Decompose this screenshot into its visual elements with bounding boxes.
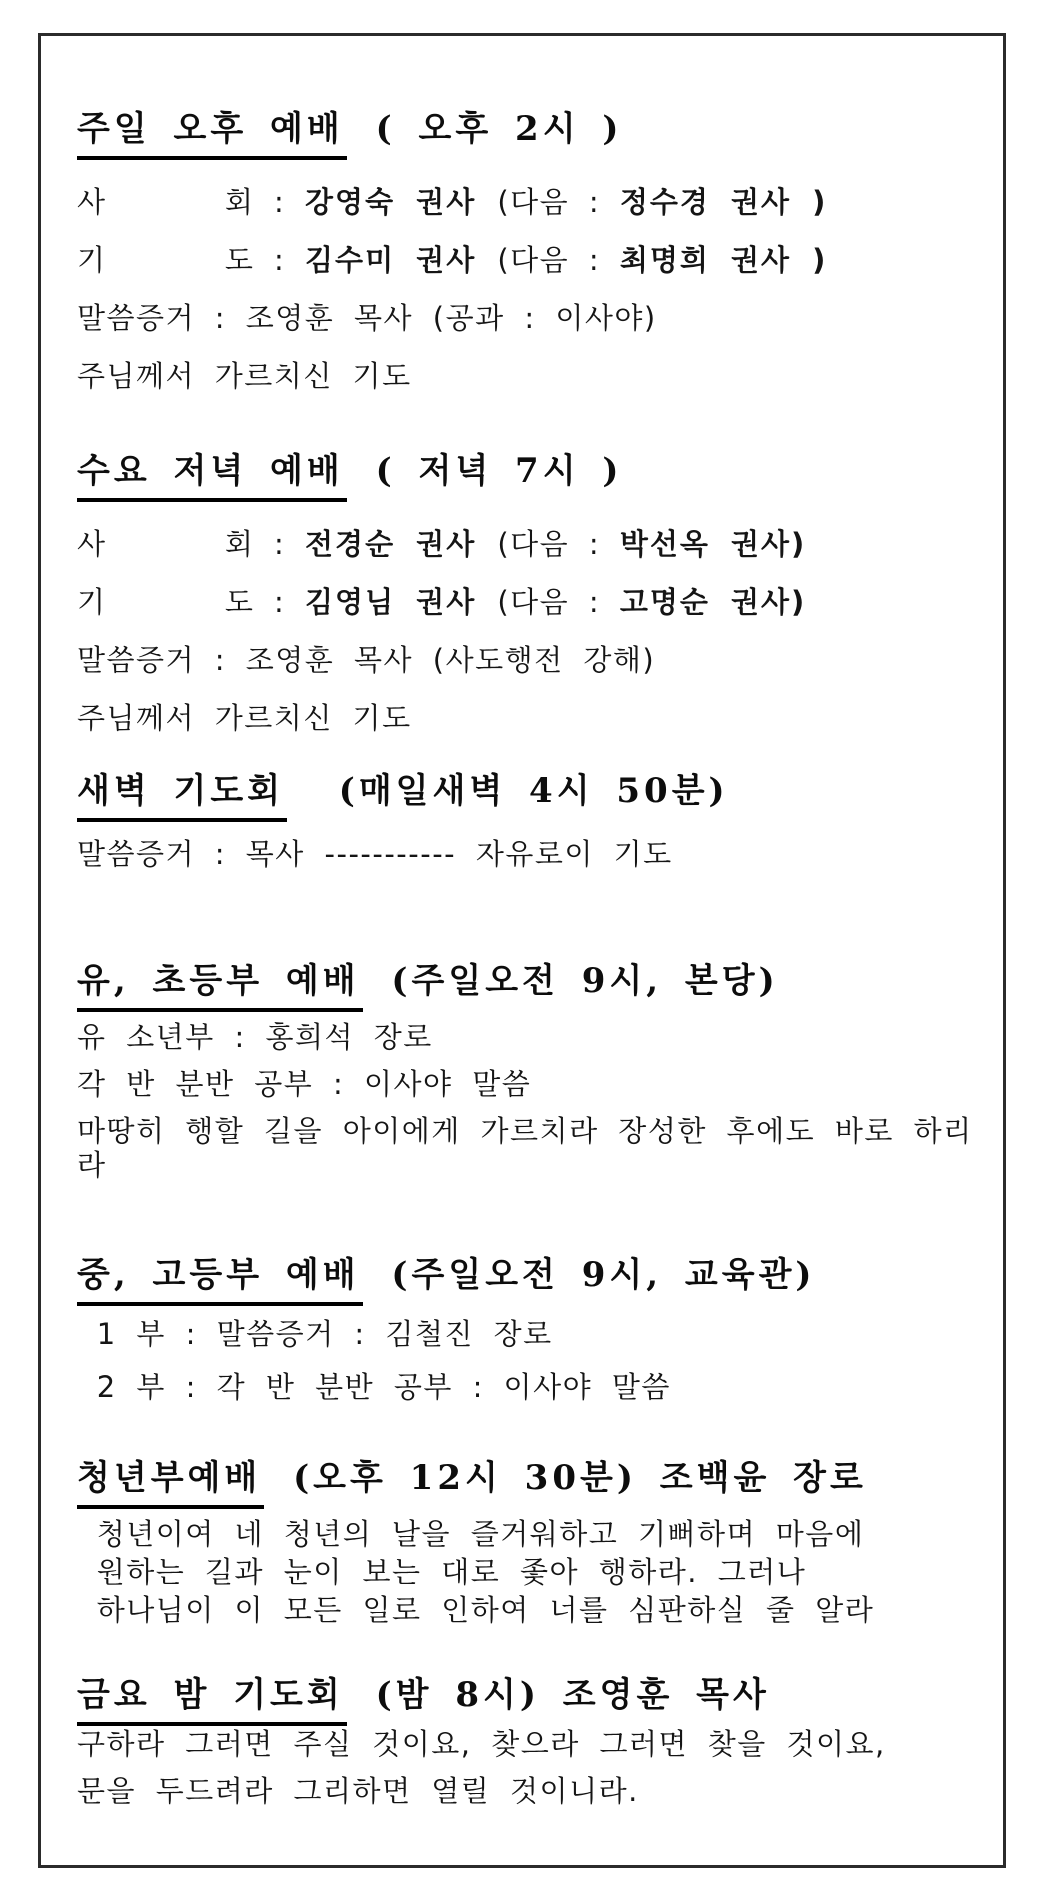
text-segment: 구하라 그러면 주실 것이요, 찾으라 그러면 찾을 것이요, [77,1727,886,1761]
schedule-line [77,359,975,393]
schedule-line [77,527,975,561]
page-frame [38,33,1006,1868]
schedule-line [77,1317,975,1351]
text-segment: 마땅히 행할 길을 아이에게 가르치라 장성한 후에도 바로 하리라 [77,1114,973,1182]
schedule-line [77,701,975,735]
worship-section-young-adult-worship [77,1457,975,1631]
text-segment: 전경순 권사 [305,527,498,561]
text-segment: 김수미 권사 [305,243,498,277]
text-segment: 문을 두드려라 그리하면 열릴 것이니라. [77,1774,639,1808]
section-title-note: (주일오전 9시, 교육관) [368,1255,816,1295]
section-title-text: 금요 밤 기도회 [77,1675,347,1726]
text-segment: 사 회 : [77,185,306,219]
section-title-text: 새벽 기도회 [77,771,287,822]
text-segment: 유 소년부 : 홍희석 장로 [77,1020,433,1054]
worship-section-dawn-prayer-meeting [77,770,975,895]
schedule-line [77,585,975,619]
section-title [77,450,975,493]
text-segment: 기 도 : [77,585,306,619]
text-segment: 김영님 권사 [305,585,498,619]
schedule-line [77,1517,975,1551]
section-title-text: 청년부예배 [77,1458,264,1509]
text-segment: 청년이여 네 청년의 날을 즐거워하고 기뻐하며 마음에 [77,1517,865,1551]
section-title-note: (오후 12시 30분) 조백윤 장로 [270,1458,867,1498]
text-segment: 1 부 : 말씀증거 : 김철진 장로 [77,1317,553,1351]
schedule-line [77,837,975,871]
section-title [77,960,975,1003]
schedule-line [77,1020,975,1054]
text-segment: (다음 : [497,185,620,219]
text-segment: 사 회 : [77,527,306,561]
schedule-line [77,185,975,219]
text-segment: 고명순 권사) [619,585,807,619]
worship-section-friday-night-prayer [77,1674,975,1821]
text-segment: 정수경 권사 ) [619,185,828,219]
text-segment: 말씀증거 : 조영훈 목사 (사도행전 강해) [77,643,656,677]
schedule-line [77,1370,975,1404]
text-segment: (다음 : [497,527,620,561]
schedule-line [77,243,975,277]
text-segment: 기 도 : [77,243,306,277]
text-segment: 주님께서 가르치신 기도 [77,701,412,735]
worship-section-children-elementary-worship [77,960,975,1195]
text-segment: 2 부 : 각 반 분반 공부 : 이사야 말씀 [77,1370,671,1404]
text-segment: 최명희 권사 ) [619,243,828,277]
text-segment: 주님께서 가르치신 기도 [77,359,412,393]
section-title [77,1254,975,1297]
text-segment: (다음 : [497,585,620,619]
schedule-line [77,301,975,335]
section-title-text: 유, 초등부 예배 [77,961,363,1012]
schedule-line [77,1593,975,1627]
section-title [77,108,975,151]
section-title [77,1457,975,1500]
text-segment: 원하는 길과 눈이 보는 대로 좇아 행하라. 그러나 [77,1555,807,1589]
worship-section-wednesday-evening-worship [77,450,975,759]
section-title-text: 중, 고등부 예배 [77,1255,363,1306]
section-title-note: ( 저녁 7시 ) [352,451,623,491]
schedule-line [77,1727,975,1761]
worship-section-middle-high-worship [77,1254,975,1423]
text-segment: (다음 : [497,243,620,277]
text-segment: 박선옥 권사) [619,527,807,561]
text-segment: 말씀증거 : 목사 ----------- 자유로이 기도 [77,837,673,871]
section-title-text: 수요 저녁 예배 [77,451,347,502]
schedule-line [77,1114,975,1182]
section-title-note: (매일새벽 4시 50분) [293,771,729,811]
worship-section-sunday-afternoon-worship [77,108,975,417]
schedule-line [77,1067,975,1101]
section-title-text: 주일 오후 예배 [77,109,347,160]
section-title-note: (밤 8시) 조영훈 목사 [352,1675,770,1715]
section-title-note: ( 오후 2시 ) [352,109,623,149]
text-segment: 각 반 분반 공부 : 이사야 말씀 [77,1067,532,1101]
text-segment: 말씀증거 : 조영훈 목사 (공과 : 이사야) [77,301,657,335]
section-title [77,770,975,813]
sections-container [77,108,975,1821]
section-title [77,1674,975,1717]
schedule-line [77,1774,975,1808]
schedule-line [77,643,975,677]
text-segment: 하나님이 이 모든 일로 인하여 너를 심판하실 줄 알라 [77,1593,875,1627]
schedule-line [77,1555,975,1589]
text-segment: 강영숙 권사 [305,185,498,219]
section-title-note: (주일오전 9시, 본당) [368,961,779,1001]
